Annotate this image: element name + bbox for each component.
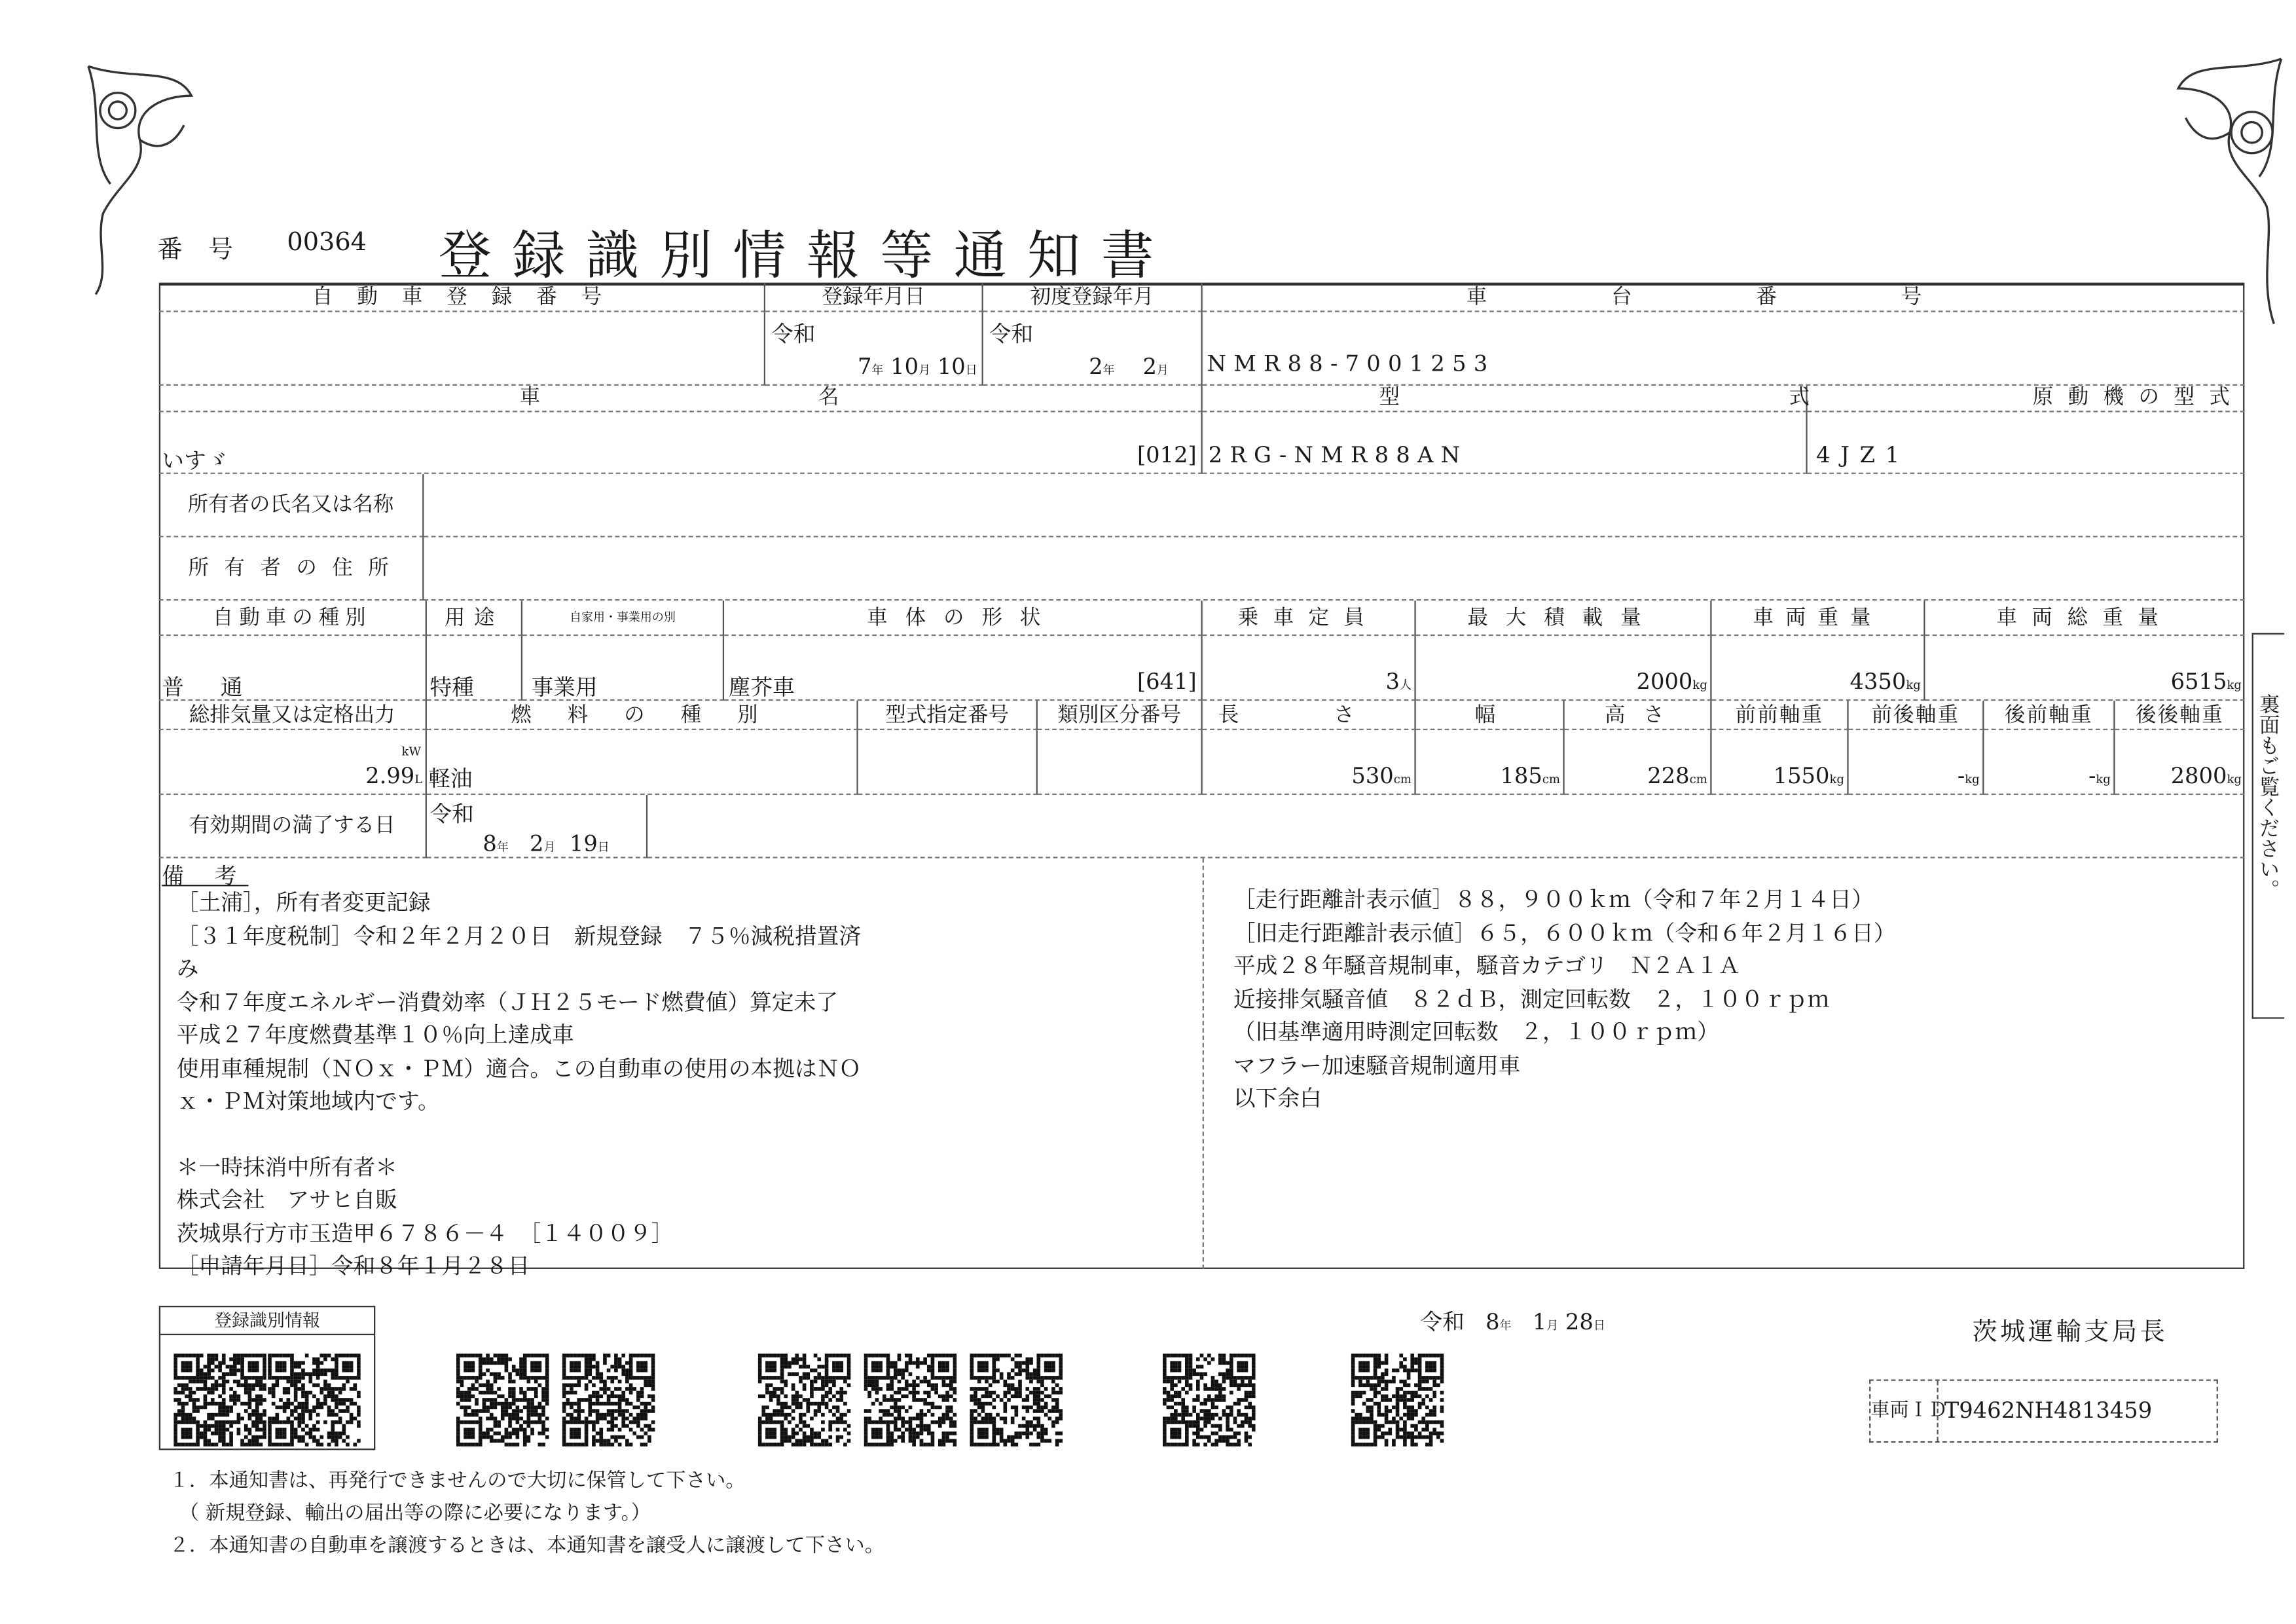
max-load-header: 最大積載量 (1416, 600, 1712, 636)
unit: kg (1965, 773, 1980, 786)
engine-model: 4JZ1 (1816, 441, 1910, 468)
owner-name-value (424, 474, 2244, 538)
remarks-label: 備 考 (162, 862, 249, 889)
first-reg-value (983, 312, 1203, 386)
private-business-header: 自家用・事業用の別 (522, 600, 724, 636)
ff-axle-header: 前前軸重 (1712, 701, 1849, 730)
expiry-value (427, 795, 647, 858)
remarks-line: ［土浦］，所有者変更記録 (176, 889, 431, 916)
car-name-header (159, 386, 1203, 412)
use-header: 用途 (427, 600, 522, 636)
era: 令和 (1420, 1308, 1465, 1336)
category-number-header: 類別区分番号 (1038, 701, 1203, 730)
vehicle-id-value: T9462NH4813459 (1944, 1397, 2153, 1424)
month: 1 (1532, 1308, 1547, 1336)
unit: cm (1393, 773, 1412, 786)
width-value (1416, 730, 1565, 795)
gross-weight-value (1925, 636, 2245, 701)
fuel-header: 燃 料 の 種 別 (427, 701, 858, 730)
footer-note: ２．本通知書の自動車を譲渡するときは、本通知書を譲受人に譲渡して下さい。 (169, 1534, 885, 1558)
height-header: 高 さ (1565, 701, 1712, 730)
unit: 月 (919, 363, 931, 377)
year: 8 (1485, 1308, 1500, 1336)
footer-note: （ 新規登録、輸出の届出等の際に必要になります。） (169, 1502, 651, 1526)
qr-code-icon (562, 1352, 655, 1449)
rf-axle-header: 後前軸重 (1984, 701, 2115, 730)
car-name-code: [012] (1137, 441, 1197, 468)
rf-axle: - (2088, 762, 2096, 789)
unit: kg (1829, 773, 1844, 786)
remarks-line: 令和７年度エネルギー消費効率（ＪＨ２５モード燃費値）算定未了 (176, 988, 839, 1016)
owner-address-label: 所 有 者 の 住 所 (159, 538, 424, 601)
remarks-left (177, 886, 861, 1283)
vehicle-type-header: 自動車の種別 (159, 600, 427, 636)
owner-address-value (424, 538, 2244, 601)
capacity: 3 (1385, 668, 1400, 695)
qr-code-icon (970, 1352, 1063, 1449)
rf-axle-value (1984, 730, 2115, 795)
unit: 月 (1546, 1319, 1559, 1333)
unit: cm (1542, 773, 1560, 786)
displacement: 2.99 (365, 762, 415, 789)
footer-notes (170, 1465, 885, 1562)
body-shape-value (724, 636, 1203, 701)
height: 228 (1647, 762, 1690, 789)
reg-date-value (765, 312, 983, 386)
unit: 年 (496, 840, 509, 854)
year: 8 (483, 830, 497, 857)
unit: 月 (543, 840, 556, 854)
remarks-right (1233, 883, 1896, 1115)
era: 令和 (771, 321, 816, 348)
type-designation-value (858, 730, 1038, 795)
remarks-line: み (176, 955, 199, 982)
remarks-line: 平成２７年度燃費基準１０％向上達成車 (176, 1022, 574, 1048)
document-title: 登録識別情報等通知書 (438, 227, 1175, 287)
engine-model-value (1808, 412, 2245, 473)
year: 2 (1089, 353, 1103, 380)
month: 10 (890, 353, 919, 380)
rr-axle-header: 後後軸重 (2115, 701, 2245, 730)
height-value (1565, 730, 1712, 795)
unit: 年 (1102, 363, 1115, 377)
category-number-value (1038, 730, 1203, 795)
unit-kw: kW (401, 745, 421, 758)
issue-date (1420, 1306, 1605, 1337)
remarks-line: 以下余白 (1233, 1084, 1322, 1112)
length-value (1203, 730, 1416, 795)
length-header: 長 さ (1203, 701, 1416, 730)
fr-axle: - (1957, 762, 1965, 789)
reg-date-header: 登録年月日 (765, 283, 983, 312)
length: 530 (1351, 762, 1394, 789)
registration-id-info-label: 登録識別情報 (160, 1307, 374, 1335)
qr-code-icon (456, 1352, 549, 1449)
unit: 年 (1499, 1319, 1512, 1333)
vehicle-id-label: 車両ＩＤ (1870, 1381, 1938, 1441)
day: 10 (937, 353, 966, 380)
vehicle-type-value: 普 通 (159, 636, 427, 701)
displacement-value (159, 730, 427, 795)
rr-axle: 2800 (2170, 762, 2227, 789)
remarks-line: 平成２８年騒音規制車，騒音カテゴリ Ｎ２Ａ１Ａ (1233, 952, 1741, 979)
car-name-value (159, 412, 1203, 473)
issuer: 茨城運輸支局長 (1972, 1318, 2168, 1348)
remarks-line: ｘ・ＰＭ対策地域内です。 (176, 1088, 440, 1115)
unit: kg (2096, 773, 2111, 786)
ff-axle-value (1712, 730, 1849, 795)
remarks-line: 近接排気騒音値 ８２ｄＢ，測定回転数 ２，１００ｒｐｍ (1233, 986, 1830, 1012)
era: 令和 (989, 321, 1034, 348)
body-shape-header: 車体の形状 (724, 600, 1203, 636)
vehicle-weight: 4350 (1850, 668, 1906, 695)
chassis-number: NMR88-7001253 (1207, 350, 1495, 377)
remarks-line: 茨城県行方市玉造甲６７８６－４ ［１４００９］ (176, 1219, 674, 1247)
max-load: 2000 (1636, 668, 1693, 695)
remarks-line: ［３１年度税制］令和２年２月２０日 新規登録 ７５％減税措置済 (176, 922, 862, 949)
footer-note: １．本通知書は、再発行できませんので大切に保管して下さい。 (169, 1469, 746, 1493)
fr-axle-header: 前後軸重 (1849, 701, 1984, 730)
body-shape: 塵芥車 (728, 674, 795, 701)
body-code: [641] (1137, 668, 1197, 695)
unit: 月 (1157, 363, 1169, 377)
gross-weight-header: 車両総重量 (1925, 600, 2245, 636)
label: 車 (519, 386, 549, 409)
era: 令和 (429, 800, 474, 828)
private-business-value: 事業用 (522, 636, 724, 701)
month: 2 (529, 830, 544, 857)
unit: L (414, 773, 423, 786)
unit: kg (2227, 773, 2242, 786)
vehicle-weight-header: 車両重量 (1712, 600, 1925, 636)
remarks-line: （旧基準適用時測定回転数 ２，１００ｒｐｍ） (1233, 1018, 1719, 1046)
reg-number-header: 自 動 車 登 録 番 号 (159, 283, 765, 312)
remarks-line: ［旧走行距離計表示値］６５，６００ｋｍ（令和６年２月１６日） (1233, 919, 1896, 946)
unit: 日 (965, 363, 977, 377)
model: 2RG-NMR88AN (1208, 441, 1468, 468)
width-header: 幅 (1416, 701, 1565, 730)
unit: 日 (597, 840, 610, 854)
remarks-line: ［走行距離計表示値］８８，９００ｋｍ（令和７年２月１４日） (1233, 886, 1874, 913)
remarks-line: マフラー加速騒音規制適用車 (1233, 1052, 1521, 1079)
first-reg-header: 初度登録年月 (983, 283, 1203, 312)
use-value: 特種 (427, 636, 522, 701)
fuel-value: 軽油 (427, 730, 858, 795)
qr-code-icon (268, 1352, 361, 1449)
day: 19 (569, 830, 598, 857)
capacity-value (1203, 636, 1416, 701)
chassis-header: 車 台 番 号 (1203, 283, 2245, 312)
document-number: 00364 (287, 228, 367, 258)
chassis-value (1203, 312, 2245, 386)
model-header: 型 式 (1203, 386, 1808, 412)
width: 185 (1500, 762, 1542, 789)
qr-code-icon (1163, 1352, 1256, 1449)
qr-code-icon (864, 1352, 957, 1449)
unit: 人 (1399, 678, 1412, 692)
qr-code-icon (1351, 1352, 1444, 1449)
car-name: いすゞ (162, 447, 228, 474)
expiry-blank (647, 795, 2244, 858)
ff-axle: 1550 (1773, 762, 1830, 789)
month: 2 (1142, 353, 1157, 380)
vehicle-weight-value (1712, 636, 1925, 701)
remarks-line: ＊一時抹消中所有者＊ (176, 1153, 398, 1180)
unit: 年 (871, 363, 884, 377)
unit: kg (1906, 678, 1921, 692)
remarks-line (177, 1118, 861, 1150)
engine-model-header: 原動機の型式 (1808, 386, 2245, 412)
year: 7 (857, 353, 872, 380)
vehicle-id-box (1869, 1379, 2218, 1443)
capacity-header: 乗車定員 (1203, 600, 1416, 636)
max-load-value (1416, 636, 1712, 701)
expiry-label: 有効期間の満了する日 (159, 795, 427, 858)
unit: kg (2227, 678, 2242, 692)
document-number-label: 番 号 (157, 235, 242, 265)
remarks-divider (1203, 858, 1204, 1269)
remarks-line: 株式会社 アサヒ自販 (176, 1186, 398, 1213)
reg-number-value (159, 312, 765, 386)
see-reverse-note: 裏面もご覧ください。 (2252, 633, 2284, 1019)
rr-axle-value (2115, 730, 2245, 795)
fr-axle-value (1849, 730, 1984, 795)
unit: cm (1689, 773, 1707, 786)
remarks-line: 使用車種規制（ＮＯｘ・ＰＭ）適合。この自動車の使用の本拠はＮＯ (176, 1054, 862, 1082)
unit: 日 (1593, 1319, 1605, 1333)
type-designation-header: 型式指定番号 (858, 701, 1038, 730)
gross-weight: 6515 (2170, 668, 2227, 695)
unit: kg (1692, 678, 1707, 692)
remarks-line: ［申請年月日］令和８年１月２８日 (176, 1253, 530, 1280)
qr-code-icon (758, 1352, 851, 1449)
qr-code-icon (173, 1352, 266, 1449)
model-value (1203, 412, 1808, 473)
owner-name-label: 所有者の氏名又は名称 (159, 474, 424, 538)
day: 28 (1565, 1308, 1594, 1336)
displacement-header: 総排気量又は定格出力 (159, 701, 427, 730)
label: 名 (818, 386, 848, 409)
